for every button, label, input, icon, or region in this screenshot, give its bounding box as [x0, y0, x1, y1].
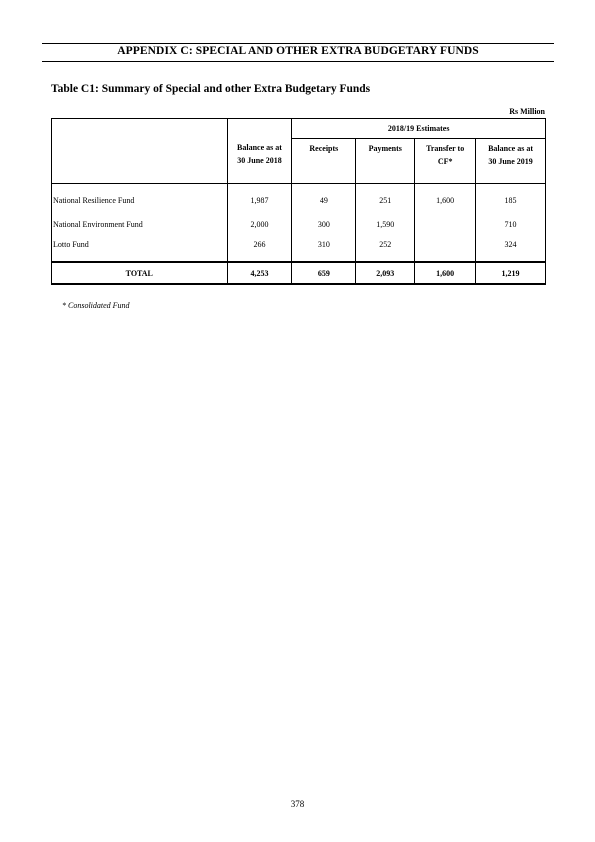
- transfer-header-line1: Transfer to: [426, 144, 465, 153]
- payments-cell: 1,590: [356, 211, 415, 237]
- payments-header: Payments: [356, 139, 415, 184]
- transfer-cell: [415, 237, 476, 262]
- total-transfer: 1,600: [415, 262, 476, 284]
- units-label: Rs Million: [509, 107, 545, 116]
- balance-2019-cell: 710: [476, 211, 546, 237]
- fund-name: National Resilience Fund: [52, 184, 228, 212]
- page-number: 378: [290, 799, 305, 809]
- table-row: [52, 237, 546, 262]
- balance-2018-cell: 2,000: [227, 211, 292, 237]
- transfer-header-line2: CF*: [437, 157, 453, 166]
- balance-2019-header: [476, 139, 546, 184]
- balance-2019-cell: 324: [476, 237, 546, 262]
- fund-name: National Environment Fund: [52, 211, 228, 237]
- fund-header-cell: [52, 119, 228, 184]
- balance-2018-header-line1: Balance as at: [237, 143, 282, 152]
- balance-2019-header-line1: Balance as at: [488, 144, 533, 153]
- transfer-cell: [415, 211, 476, 237]
- footnote: * Consolidated Fund: [62, 301, 130, 310]
- page-title: APPENDIX C: SPECIAL AND OTHER EXTRA BUDGETARY FUNDS: [117, 45, 479, 57]
- transfer-header: [415, 139, 476, 184]
- table-title: Table C1: Summary of Special and other Extra Budgetary Funds: [51, 83, 371, 95]
- funds-summary-table: [51, 118, 546, 285]
- estimates-group-header: 2018/19 Estimates: [292, 119, 546, 139]
- balance-2018-header: [227, 119, 292, 184]
- page-title-bar: [42, 43, 554, 62]
- fund-name: Lotto Fund: [52, 237, 228, 262]
- balance-2018-cell: 266: [227, 237, 292, 262]
- receipts-cell: 49: [292, 184, 356, 212]
- total-balance-2019: 1,219: [476, 262, 546, 284]
- balance-2019-cell: 185: [476, 184, 546, 212]
- balance-2018-cell: 1,987: [227, 184, 292, 212]
- receipts-cell: 310: [292, 237, 356, 262]
- table-row: [52, 184, 546, 212]
- table-row: [52, 211, 546, 237]
- total-balance-2018: 4,253: [227, 262, 292, 284]
- transfer-cell: 1,600: [415, 184, 476, 212]
- total-payments: 2,093: [356, 262, 415, 284]
- header-row-1: [52, 119, 546, 139]
- total-label: TOTAL: [52, 262, 228, 284]
- total-row: [52, 262, 546, 284]
- balance-2018-header-line2: 30 June 2018: [237, 156, 282, 165]
- receipts-cell: 300: [292, 211, 356, 237]
- receipts-header: Receipts: [292, 139, 356, 184]
- total-receipts: 659: [292, 262, 356, 284]
- balance-2019-header-line2: 30 June 2019: [488, 157, 533, 166]
- payments-cell: 251: [356, 184, 415, 212]
- payments-cell: 252: [356, 237, 415, 262]
